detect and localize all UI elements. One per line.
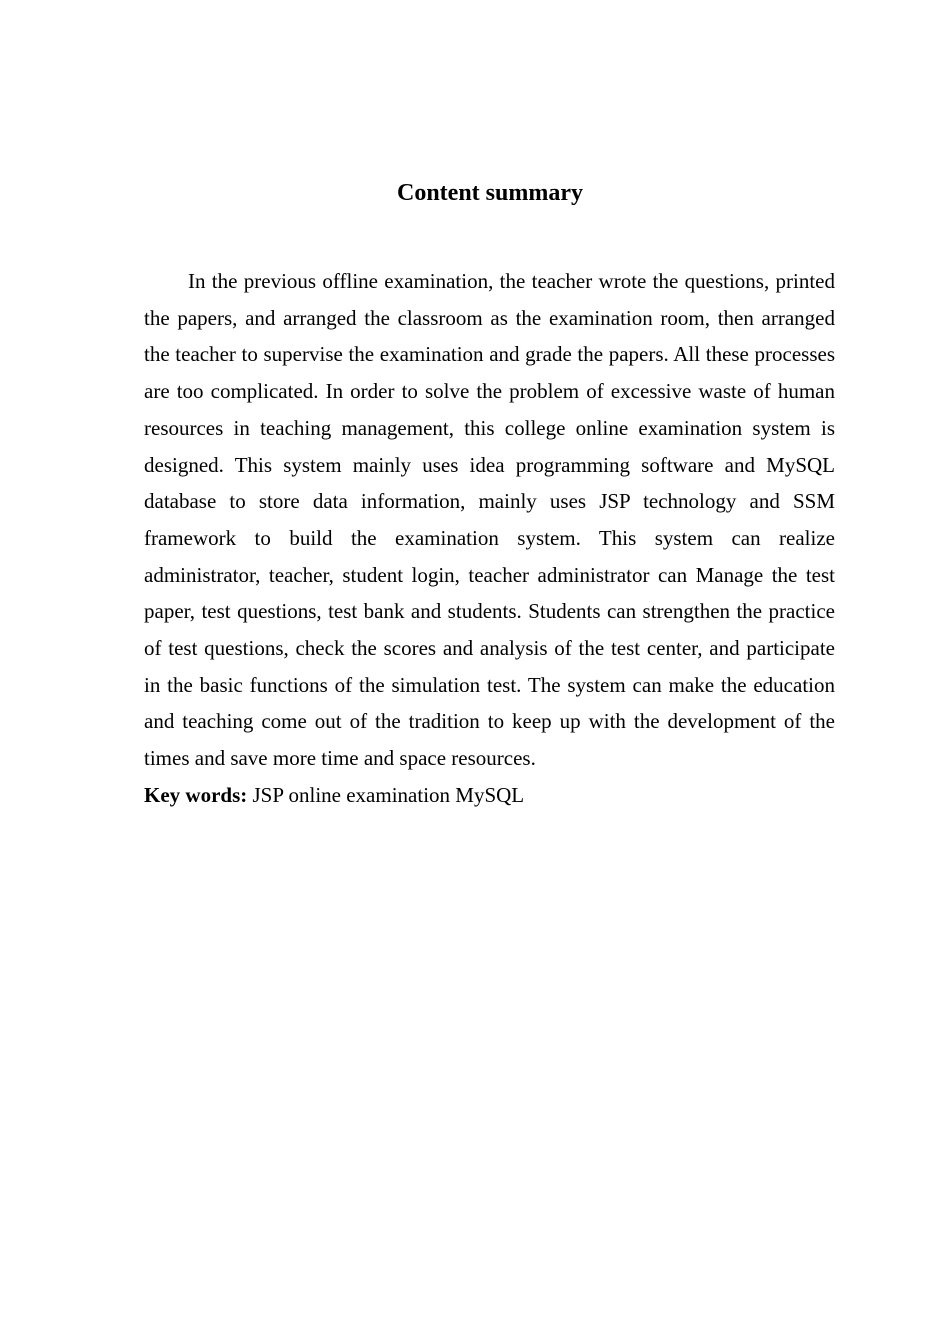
abstract-paragraph: In the previous offline examination, the teacher wrote the questions, printed the papers, and arranged the classroom as the examination room, then arranged the teacher to supervise the examination and grade the papers. All these processes are too complicated. In order to solve the problem of excessive waste of human resources in teaching management, this college online examination system is designed. This system mainly uses idea programming software and MySQL database to store data information, mainly uses JSP technology and SSM framework to build the examination system. This system can realize administrator, teacher, student login, teacher administrator can Manage the test paper, test questions, test bank and students. Students can strengthen the practice of test questions, check the scores and analysis of the test center, and participate in the basic functions of the simulation test. The system can make the education and teaching come out of the tradition to keep up with the development of the times and save more time and space resources. xyxy=(144,269,835,771)
keywords-text: JSP online examination MySQL xyxy=(247,782,525,807)
keywords-label: Key words: xyxy=(144,782,248,807)
page-title: Content summary xyxy=(397,180,583,206)
abstract-section xyxy=(144,263,835,814)
keywords-line xyxy=(144,777,835,814)
